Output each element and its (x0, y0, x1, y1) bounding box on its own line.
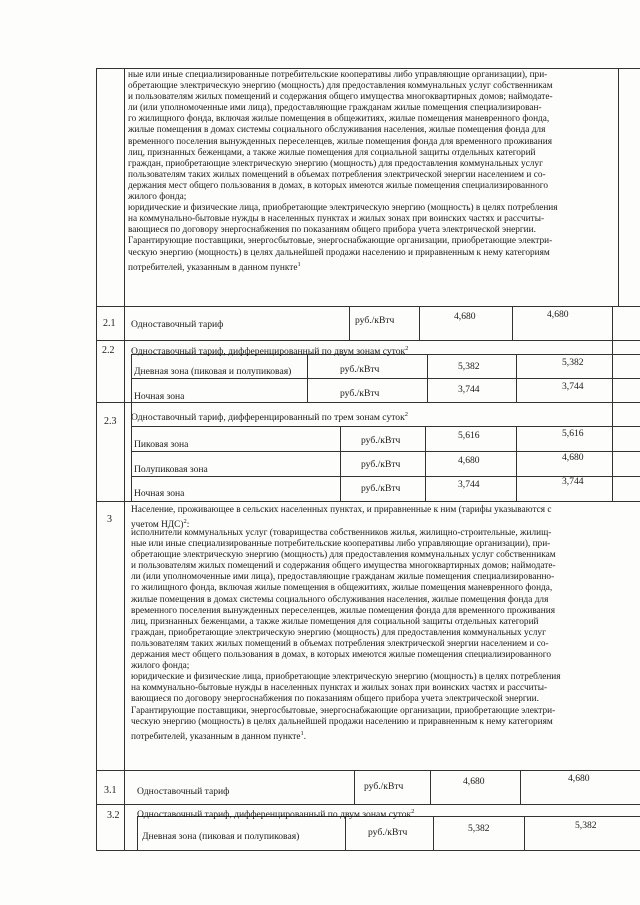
right-column-divider (612, 306, 613, 502)
label-column-divider (131, 354, 132, 501)
paragraph-line: жилые помещения в домах системы социального обслуживания населения, жилые помещения фонда для (128, 125, 546, 136)
tariff-value: 4,680 (463, 776, 485, 787)
value-column-divider (419, 306, 420, 340)
value-column-divider (425, 426, 426, 501)
paragraph-line: временного поселения вынужденных переселенцев, жилые помещения фонда для временного проживания (131, 605, 556, 616)
row-divider (96, 306, 640, 307)
paragraph-line: Гарантирующие поставщики, энергосбытовые, энергоснабжающие организации, приобретающие электри- (131, 705, 556, 716)
section-3-heading: Население, проживающее в сельских населенных пунктах, и приравненные к ним (тарифы указываются с учетом НДС)$^2$: (131, 505, 552, 531)
unit-label: руб./кВтч (361, 435, 401, 446)
section-3-description (131, 528, 561, 742)
unit-label: руб./кВтч (361, 483, 401, 494)
unit-label: руб./кВтч (340, 364, 380, 375)
paragraph-line: юридические и физические лица, приобретающие электрическую энергию (мощность) в целях потребления (131, 672, 561, 683)
unit-label: руб./кВтч (368, 827, 408, 838)
paragraph-line: жилого фонда; (128, 192, 187, 203)
row-number: 2.1 (103, 318, 116, 329)
right-column-divider (618, 68, 619, 306)
tariff-value: 4,680 (454, 311, 476, 322)
paragraph-line: лиц, признанных беженцами, а также жилые помещения для социальной защиты отдельных категорий (131, 616, 539, 627)
unit-column-divider (349, 306, 350, 340)
row-label: Полупиковая зона (134, 464, 208, 475)
paragraph-line: на коммунально-бытовые нужды в населенных пунктах и жилых зонах при воинских частях и рассчиты- (131, 683, 548, 694)
unit-column-divider (340, 426, 341, 501)
paragraph-line: граждан, приобретающие электрическую энергию (мощность) для предоставления коммунальных услуг (131, 627, 546, 638)
row-number: 3.1 (104, 785, 117, 796)
tariff-value: 3,744 (562, 381, 584, 392)
unit-label: руб./кВтч (340, 388, 380, 399)
tariff-value: 5,382 (458, 361, 480, 372)
paragraph-line: ные или иные специализированные потребительские кооперативы либо управляющие организации), при- (128, 70, 548, 80)
tariff-value: 5,616 (458, 430, 480, 441)
paragraph-line: граждан, приобретающие электрическую энергию (мощность) для предоставления коммунальных услуг (128, 158, 543, 169)
row-divider (96, 770, 640, 771)
paragraph-line: ческую энергию (мощность) в целях дальнейшей продажи населению и приравненным к нему категориям (131, 716, 553, 727)
paragraph-line: и пользователям жилых помещений и содержания общего имущества многоквартирных домов; наймодате- (128, 92, 553, 103)
paragraph-line: жилые помещения в домах системы социального обслуживания населения, жилые помещения фонда для (131, 594, 549, 605)
row-number: 2.2 (102, 345, 115, 356)
paragraph-line: Гарантирующие поставщики, энергосбытовые, энергоснабжающие организации, приобретающие электри- (128, 236, 553, 247)
tariff-value: 5,382 (575, 820, 597, 831)
paragraph-line: ли (или уполномоченные ими лица), предоставляющие гражданам жилые помещения специализированно- (131, 572, 555, 583)
paragraph-line: ные или иные специализированные потребительские кооперативы либо управляющие организации), при- (131, 539, 551, 550)
tariff-value: 5,382 (468, 823, 490, 834)
paragraph-line: временного поселения вынужденных переселенцев, жилые помещения фонда для временного проживания (128, 136, 553, 147)
row-label: Одноставочный тариф, дифференцированный по двум зонам суток$^2$ (137, 808, 415, 821)
paragraph-line: пользователям таких жилых помещений в объемах потребления электрической энергии населением и со- (128, 169, 546, 180)
paragraph-line: ли (или уполномоченные ими лица), предоставляющие гражданам жилые помещения специализирован- (128, 103, 542, 114)
table-border-bottom (96, 850, 640, 851)
tariff-value: 4,680 (547, 309, 569, 320)
tariff-value: 4,680 (568, 773, 590, 784)
tariff-value: 3,744 (458, 384, 480, 395)
paragraph-line: и пользователям жилых помещений и содержания общего имущества многоквартирных домов; наймодате- (131, 561, 556, 572)
paragraph-line: вающиеся по договору энергоснабжения по показаниям общего прибора учета электрической энергии. (131, 694, 539, 705)
tariff-value: 5,616 (562, 428, 584, 439)
paragraph-line: держания мест общего пользования в домах, в которых имеются жилые помещения специализированного (128, 180, 548, 191)
paragraph-line: го жилищного фонда, включая жилые помещения в общежитиях, жилые помещения маневренного фонда, (131, 583, 553, 594)
row-label: Дневная зона (пиковая и полупиковая) (142, 831, 300, 842)
row-divider (131, 378, 640, 379)
paragraph-line: ческую энергию (мощность) в целях дальнейшей продажи населению и приравненным к нему категориям (128, 247, 550, 258)
table-border-top (96, 68, 640, 69)
value-column-divider (430, 770, 431, 804)
number-column-divider (124, 68, 125, 850)
row-label: Ночная зона (134, 391, 185, 402)
value-column-divider (516, 426, 517, 501)
paragraph-line: пользователям таких жилых помещений в объемах потребления электрической энергии населением и со- (131, 638, 549, 649)
row-label: Одноставочный тариф (137, 786, 230, 797)
row-label: Пиковая зона (134, 439, 189, 450)
paragraph-line: на коммунально-бытовые нужды в населенных пунктах и жилых зонах при воинских частях и рассчиты- (128, 214, 545, 225)
row-number: 3 (107, 514, 112, 525)
paragraph-line: исполнители коммунальных услуг (товарищества собственников жилья, жилищно-строительные, жилищ- (131, 528, 552, 538)
paragraph-line: обретающие электрическую энергию (мощность) для предоставления коммунальных услуг собственникам (131, 550, 556, 561)
paragraph-line: жилого фонда; (131, 661, 190, 672)
value-column-divider (524, 816, 525, 850)
paragraph-line: юридические и физические лица, приобретающие электрическую энергию (мощность) в целях потребления (128, 203, 558, 214)
section-2-description (128, 70, 558, 273)
paragraph-line: лиц, признанных беженцами, а также жилые помещения для социальной защиты отдельных категорий (128, 147, 536, 158)
paragraph-line: вающиеся по договору энергоснабжения по показаниям общего прибора учета электрической энергии. (128, 225, 536, 236)
unit-label: руб./кВтч (361, 459, 401, 470)
paragraph-line: потребителей, указанным в данном пункте$^1$. (131, 729, 307, 742)
tariff-value: 4,680 (458, 455, 480, 466)
row-number: 3.2 (107, 810, 120, 821)
tariff-value: 4,680 (562, 452, 584, 463)
table-border-left (96, 68, 97, 850)
row-label: Одноставочный тариф, дифференцированный по двум зонам суток$^2$ (131, 345, 409, 358)
value-column-divider (512, 306, 513, 340)
row-label: Одноставочный тариф, дифференцированный по трем зонам суток$^2$ (131, 411, 409, 424)
row-label: Одноставочный тариф (131, 319, 224, 330)
tariff-value: 3,744 (458, 479, 480, 490)
unit-label: руб./кВтч (355, 315, 395, 326)
row-number: 2.3 (104, 416, 117, 427)
unit-label: руб./кВтч (364, 781, 404, 792)
row-divider (96, 501, 640, 502)
row-divider (96, 804, 640, 805)
value-column-divider (520, 770, 521, 804)
paragraph-line: го жилищного фонда, включая жилые помещения в общежитиях, жилые помещения маневренного фонда, (128, 114, 550, 125)
tariff-value: 3,744 (562, 476, 584, 487)
tariff-value: 5,382 (562, 357, 584, 368)
row-label: Ночная зона (134, 488, 185, 499)
row-label: Дневная зона (пиковая и полупиковая) (134, 366, 292, 377)
value-column-divider (433, 816, 434, 850)
paragraph-line: держания мест общего пользования в домах, в которых имеются жилые помещения специализированного (131, 650, 551, 661)
row-divider (131, 426, 640, 427)
paragraph-line: потребителей, указанным в данном пункте$^1$ (128, 260, 301, 273)
unit-column-divider (354, 770, 355, 804)
paragraph-line: обретающие электрическую энергию (мощность) для предоставления коммунальных услуг собственникам (128, 81, 553, 92)
row-divider (96, 340, 640, 341)
